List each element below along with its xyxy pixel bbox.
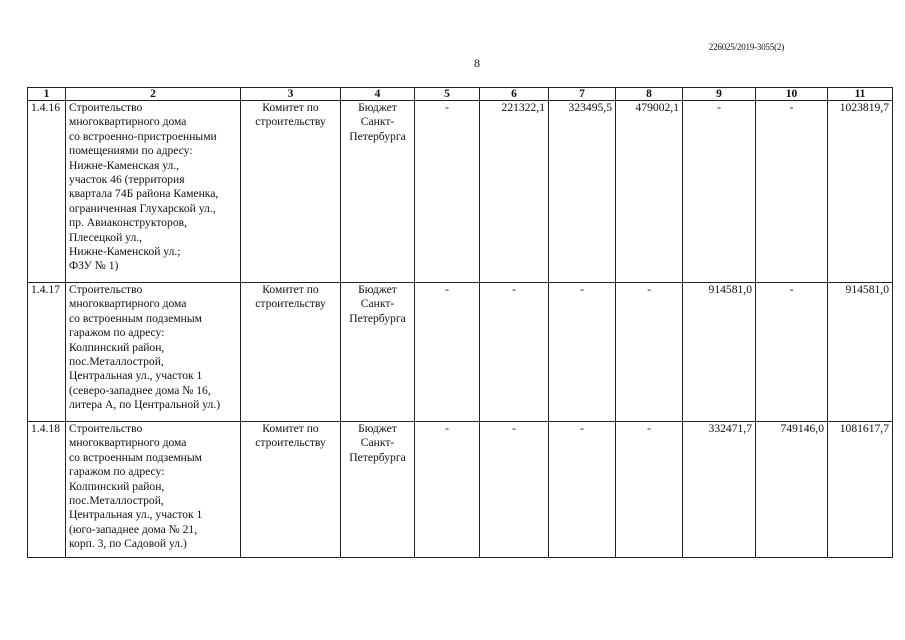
- page-number: 8: [474, 56, 480, 70]
- value-cell: 749146,0: [756, 422, 828, 558]
- total-cell: 1023819,7: [828, 101, 893, 283]
- value-cell: -: [549, 422, 616, 558]
- value-cell: -: [756, 283, 828, 422]
- value-cell: 479002,1: [616, 101, 683, 283]
- column-header: 9: [683, 88, 756, 101]
- value-cell: -: [683, 101, 756, 283]
- value-cell: -: [415, 101, 480, 283]
- table-row: [28, 101, 893, 283]
- table-row: [28, 283, 893, 422]
- object-description: Строительство многоквартирного дома со встроенным подземным гаражом по адресу: Колпинский район, пос.Металлострой, Центральная ул., участок 1 (северо-западнее дома № 16, литера А, по Центральной ул.): [66, 283, 241, 422]
- program-table: [27, 87, 893, 558]
- executor: Комитет по строительству: [241, 283, 341, 422]
- row-number: 1.4.18: [28, 422, 66, 558]
- value-cell: 914581,0: [683, 283, 756, 422]
- total-cell: 1081617,7: [828, 422, 893, 558]
- column-header: 1: [28, 88, 66, 101]
- value-cell: 323495,5: [549, 101, 616, 283]
- value-cell: 221322,1: [480, 101, 549, 283]
- column-header: 8: [616, 88, 683, 101]
- funding-source: Бюджет Санкт-Петербурга: [341, 283, 415, 422]
- value-cell: -: [415, 283, 480, 422]
- column-header: 6: [480, 88, 549, 101]
- table-row: [28, 422, 893, 558]
- column-header: 11: [828, 88, 893, 101]
- document-id: 226025/2019-3055(2): [708, 42, 784, 52]
- executor: Комитет по строительству: [241, 422, 341, 558]
- row-number: 1.4.16: [28, 101, 66, 283]
- value-cell: -: [415, 422, 480, 558]
- column-header: 7: [549, 88, 616, 101]
- column-number-row: [28, 88, 893, 101]
- value-cell: -: [616, 283, 683, 422]
- column-header: 4: [341, 88, 415, 101]
- value-cell: 332471,7: [683, 422, 756, 558]
- column-header: 3: [241, 88, 341, 101]
- value-cell: -: [480, 422, 549, 558]
- object-description: Строительство многоквартирного дома со встроенно-пристроенными помещениями по адресу: Нижне-Каменская ул., участок 46 (территория квартала 74Б района Каменка, ограниченная Глухарской ул., пр. Авиаконструкторов, Плесецкой ул., Нижне-Каменской ул.; ФЗУ № 1): [66, 101, 241, 283]
- row-number: 1.4.17: [28, 283, 66, 422]
- column-header: 10: [756, 88, 828, 101]
- value-cell: -: [480, 283, 549, 422]
- object-description: Строительство многоквартирного дома со встроенным подземным гаражом по адресу: Колпинский район, пос.Металлострой, Центральная ул., участок 1 (юго-западнее дома № 21, корп. 3, по Садовой ул.): [66, 422, 241, 558]
- funding-source: Бюджет Санкт-Петербурга: [341, 101, 415, 283]
- column-header: 5: [415, 88, 480, 101]
- funding-source: Бюджет Санкт-Петербурга: [341, 422, 415, 558]
- value-cell: -: [549, 283, 616, 422]
- total-cell: 914581,0: [828, 283, 893, 422]
- column-header: 2: [66, 88, 241, 101]
- value-cell: -: [616, 422, 683, 558]
- executor: Комитет по строительству: [241, 101, 341, 283]
- value-cell: -: [756, 101, 828, 283]
